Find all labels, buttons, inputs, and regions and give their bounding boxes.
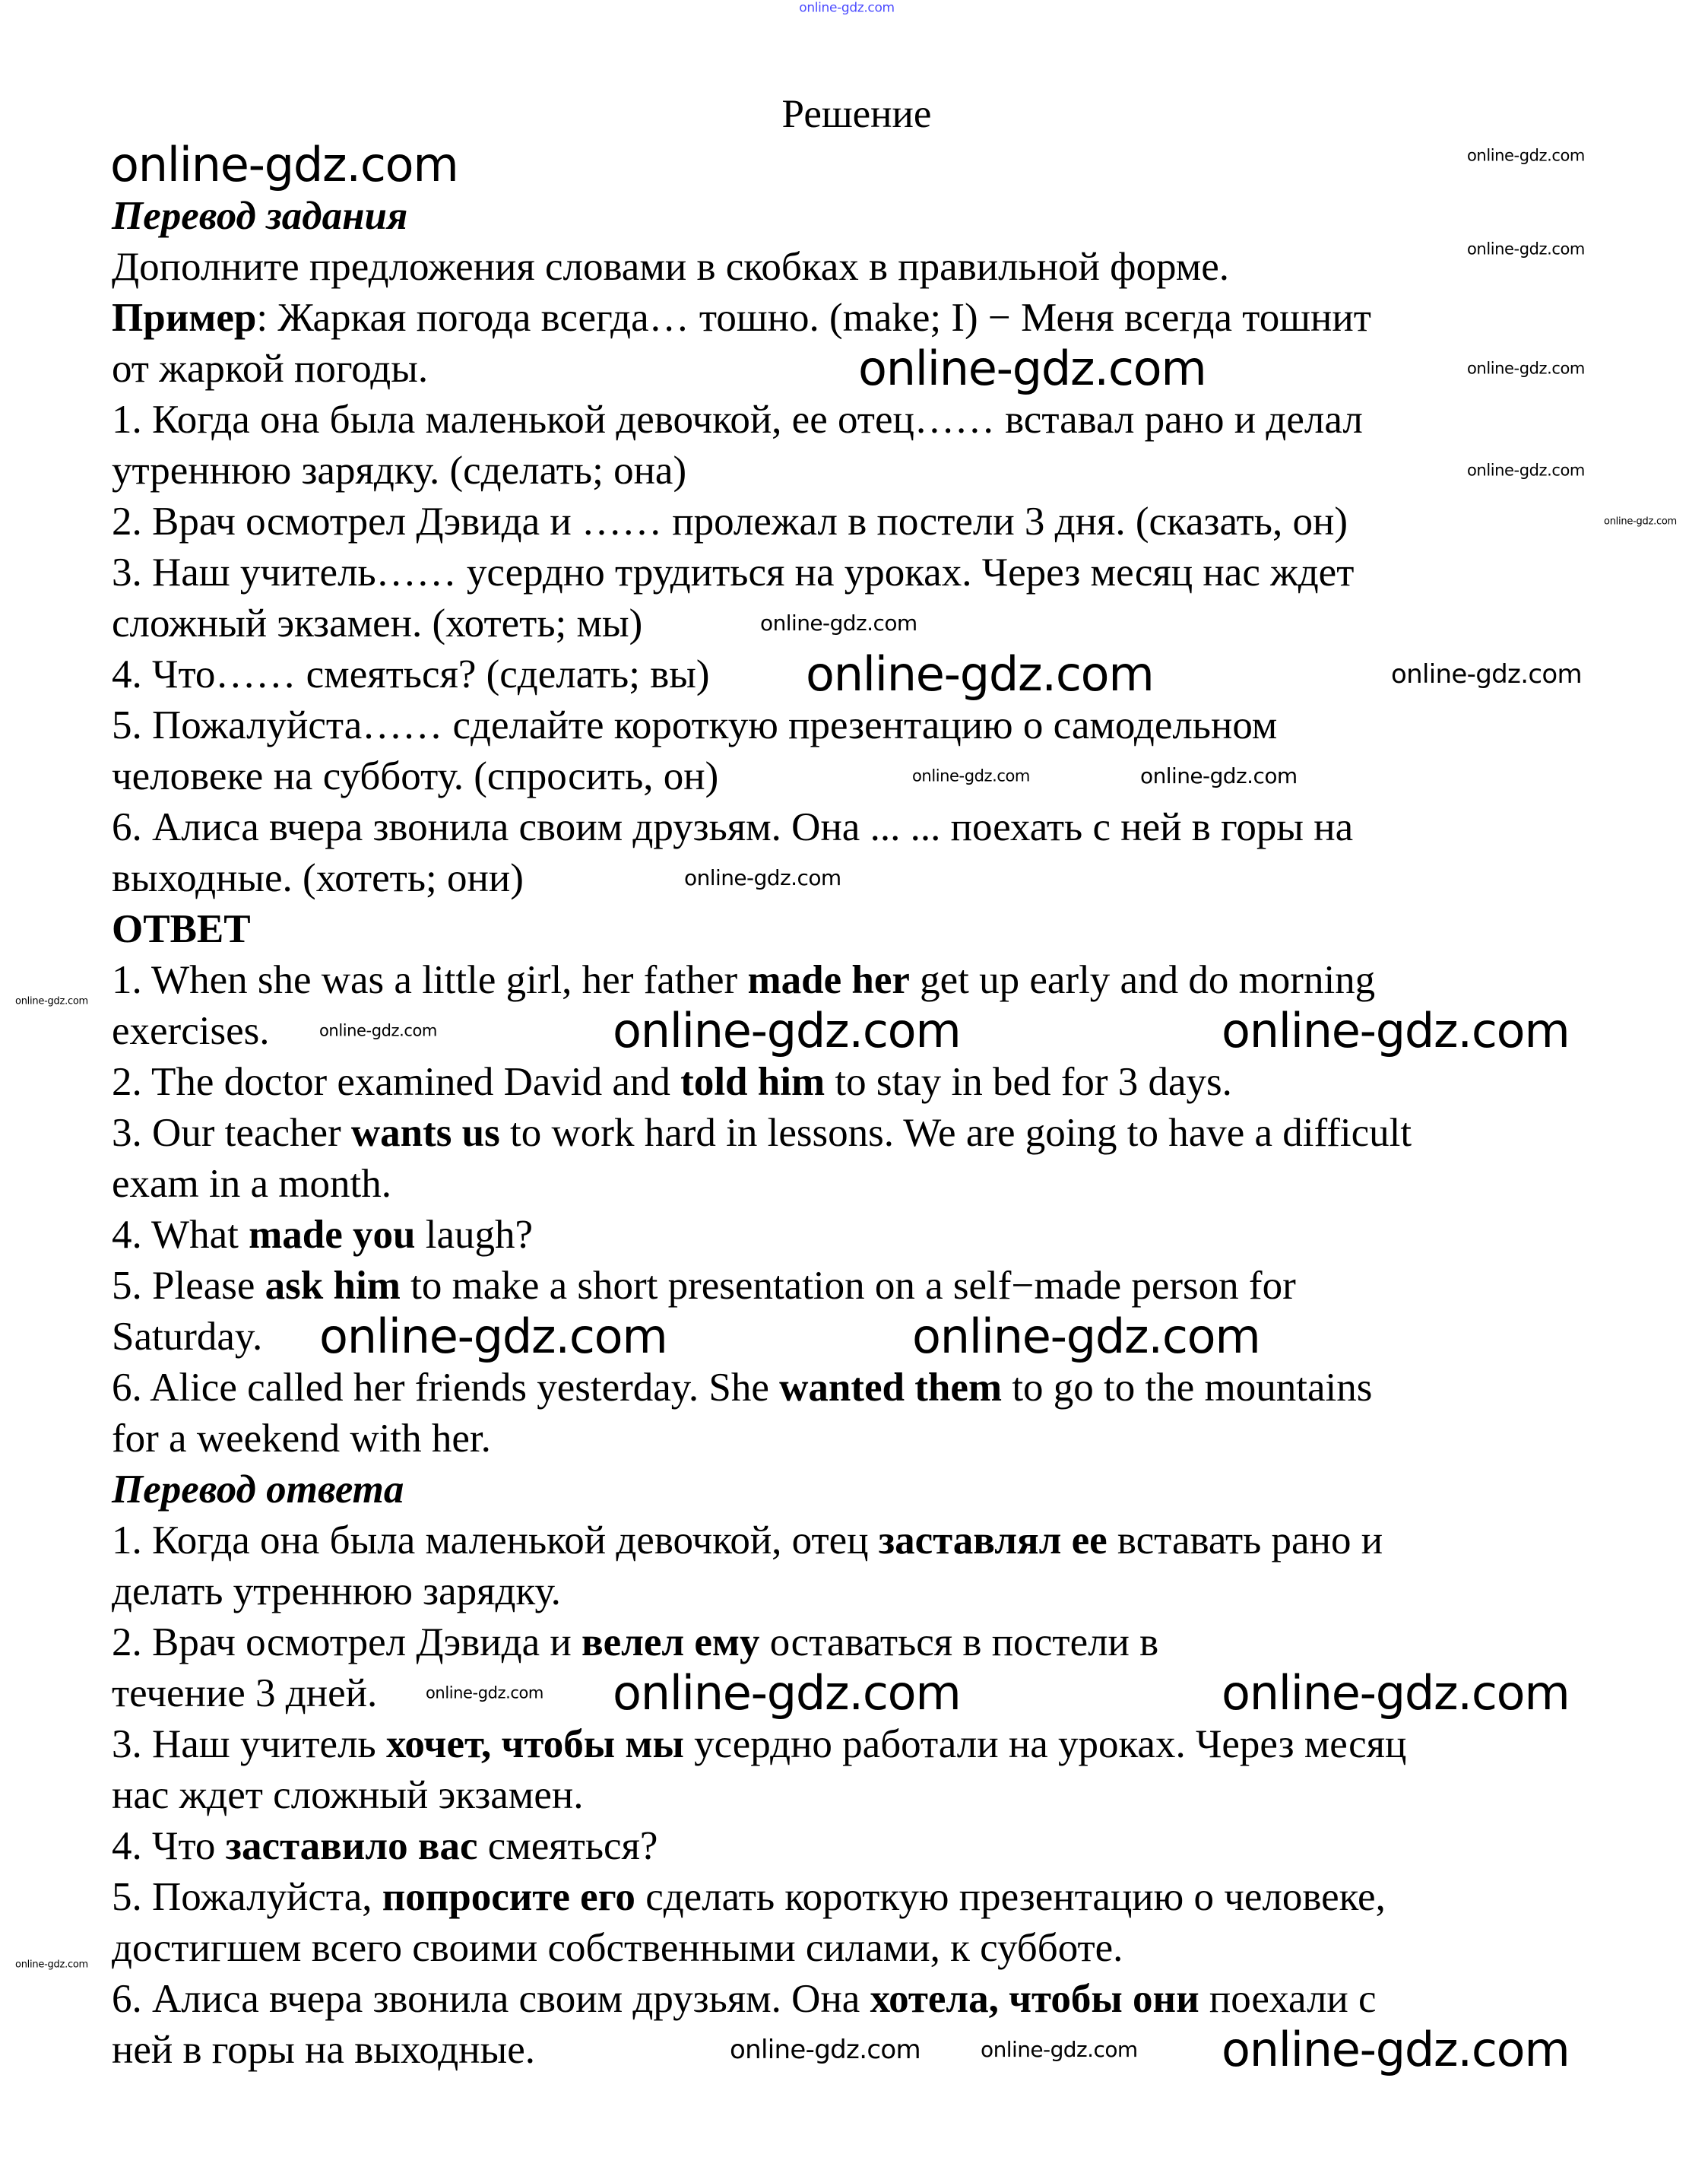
text: вставать рано и xyxy=(1107,1518,1383,1562)
bold-text: made you xyxy=(249,1213,416,1257)
text-line xyxy=(112,242,1602,293)
text-line xyxy=(112,1923,1602,1974)
bold-text: попросите его xyxy=(382,1875,635,1919)
watermark: online-gdz.com xyxy=(799,0,895,16)
text: 3. Наш учитель…… усердно трудиться на уроках. Через месяц нас ждет xyxy=(112,550,1355,595)
text: to go to the mountains xyxy=(1002,1366,1373,1410)
watermark: online-gdz.com xyxy=(1222,2022,1570,2077)
watermark: online-gdz.com xyxy=(1222,1665,1570,1721)
watermark: online-gdz.com xyxy=(1467,240,1585,259)
text: 3. Наш учитель xyxy=(112,1722,386,1766)
text: 6. Алиса вчера звонила своим друзьям. Она xyxy=(112,1977,870,2021)
text: течение 3 дней. xyxy=(112,1671,378,1715)
text: 2. Врач осмотрел Дэвида и xyxy=(112,1620,582,1664)
text-line xyxy=(112,1363,1602,1413)
watermark: online-gdz.com xyxy=(1604,516,1677,528)
document-body xyxy=(112,89,1602,2076)
bold-text: wanted them xyxy=(779,1366,1003,1410)
text-line xyxy=(112,446,1602,496)
text: get up early and do morning xyxy=(909,958,1376,1002)
text-line xyxy=(112,1617,1602,1668)
bold-text: Перевод ответа xyxy=(112,1467,404,1512)
watermark: online-gdz.com xyxy=(1222,1003,1570,1058)
bold-text: хочет, чтобы мы xyxy=(385,1722,684,1766)
watermark: online-gdz.com xyxy=(15,1959,88,1971)
text: сделать короткую презентацию о человеке, xyxy=(635,1875,1386,1919)
text: 3. Our teacher xyxy=(112,1111,351,1155)
text-line xyxy=(112,1057,1602,1108)
text: 4. Что xyxy=(112,1824,226,1868)
text-line xyxy=(112,853,1602,904)
text: человеке на субботу. (спросить, он) xyxy=(112,754,719,798)
text-line xyxy=(112,1261,1602,1312)
bold-text: заставило вас xyxy=(225,1824,478,1868)
watermark: online-gdz.com xyxy=(613,1665,961,1721)
text: 1. When she was a little girl, her father xyxy=(112,958,748,1002)
text-line xyxy=(112,1210,1602,1261)
text-line xyxy=(112,1566,1602,1617)
text: сложный экзамен. (хотеть; мы) xyxy=(112,601,643,646)
watermark: online-gdz.com xyxy=(1140,763,1298,788)
text: 5. Пожалуйста…… сделайте короткую презентацию о самодельном xyxy=(112,703,1278,747)
watermark: online-gdz.com xyxy=(613,1003,961,1058)
watermark: online-gdz.com xyxy=(1467,359,1585,378)
text: to stay in bed for 3 days. xyxy=(825,1060,1232,1104)
text-line xyxy=(112,700,1602,751)
text: 4. Что…… смеяться? (сделать; вы) xyxy=(112,652,710,696)
text: 5. Пожалуйста, xyxy=(112,1875,382,1919)
text: exam in a month. xyxy=(112,1162,391,1206)
text: 4. What xyxy=(112,1213,249,1257)
text-line xyxy=(112,547,1602,598)
watermark: online-gdz.com xyxy=(912,1309,1260,1364)
watermark: online-gdz.com xyxy=(730,2035,921,2065)
text: смеяться? xyxy=(477,1824,658,1868)
watermark: online-gdz.com xyxy=(1467,461,1585,480)
bold-text: wants us xyxy=(350,1111,500,1155)
text-line xyxy=(112,1515,1602,1566)
watermark: online-gdz.com xyxy=(806,646,1154,702)
text-line xyxy=(112,1821,1602,1872)
text: утреннюю зарядку. (сделать; она) xyxy=(112,449,687,493)
text: достигшем всего своими собственными силами, к субботе. xyxy=(112,1926,1123,1970)
text-line xyxy=(112,1108,1602,1159)
text: Дополните предложения словами в скобках в правильной форме. xyxy=(112,245,1230,289)
text: выходные. (хотеть; они) xyxy=(112,856,524,900)
text-line xyxy=(112,955,1602,1006)
watermark: online-gdz.com xyxy=(684,865,841,890)
text: Решение xyxy=(781,92,932,136)
watermark: online-gdz.com xyxy=(858,341,1206,396)
text-line xyxy=(112,191,1602,242)
text-line xyxy=(112,751,1602,802)
text: Saturday. xyxy=(112,1315,263,1359)
text: 5. Please xyxy=(112,1264,265,1308)
text: 6. Alice called her friends yesterday. She xyxy=(112,1366,780,1410)
page-title xyxy=(112,89,1602,140)
text: 2. The doctor examined David and xyxy=(112,1060,681,1104)
bold-text: Пример xyxy=(112,296,257,340)
text: оставаться в постели в xyxy=(759,1620,1159,1664)
text-line xyxy=(112,395,1602,446)
watermark: online-gdz.com xyxy=(426,1683,543,1702)
text-line xyxy=(112,1872,1602,1923)
text-line xyxy=(112,1159,1602,1210)
text-line xyxy=(112,293,1602,344)
bold-text: told him xyxy=(680,1060,825,1104)
text: поехали с xyxy=(1199,1977,1377,2021)
text: to work hard in lessons. We are going to have a difficult xyxy=(499,1111,1412,1155)
text-line xyxy=(112,904,1602,955)
text: to make a short presentation on a self−made person for xyxy=(400,1264,1296,1308)
text-line xyxy=(112,802,1602,853)
watermark: online-gdz.com xyxy=(319,1309,667,1364)
text: ней в горы на выходные. xyxy=(112,2028,535,2072)
text: for a weekend with her. xyxy=(112,1417,491,1461)
text: усердно работали на уроках. Через месяц xyxy=(683,1722,1407,1766)
watermark: online-gdz.com xyxy=(319,1021,437,1040)
text: от жаркой погоды. xyxy=(112,347,429,391)
text: делать утреннюю зарядку. xyxy=(112,1569,561,1613)
watermark: online-gdz.com xyxy=(110,137,458,192)
watermark: online-gdz.com xyxy=(1391,659,1582,690)
text-line xyxy=(112,341,1602,396)
text: 1. Когда она была маленькой девочкой, ее отец…… вставал рано и делал xyxy=(112,398,1363,442)
bold-text: ОТВЕТ xyxy=(112,907,251,951)
watermark: online-gdz.com xyxy=(760,611,917,636)
text-line xyxy=(112,496,1602,547)
text: нас ждет сложный экзамен. xyxy=(112,1773,584,1817)
bold-text: Перевод задания xyxy=(112,194,408,238)
text-line xyxy=(112,1974,1602,2025)
text-line xyxy=(112,1413,1602,1464)
watermark: online-gdz.com xyxy=(15,995,88,1007)
text-line xyxy=(112,1770,1602,1821)
bold-text: хотела, чтобы они xyxy=(870,1977,1199,2021)
text: 1. Когда она была маленькой девочкой, отец xyxy=(112,1518,879,1562)
text: 2. Врач осмотрел Дэвида и …… пролежал в постели 3 дня. (сказать, он) xyxy=(112,500,1348,544)
bold-text: заставлял ее xyxy=(878,1518,1108,1562)
watermark: online-gdz.com xyxy=(981,2037,1138,2062)
text: : Жаркая погода всегда… тошно. (make; I) − Меня всегда тошнит xyxy=(256,296,1371,340)
text: exercises. xyxy=(112,1009,270,1053)
watermark: online-gdz.com xyxy=(912,766,1030,785)
bold-text: ask him xyxy=(265,1264,401,1308)
bold-text: велел ему xyxy=(581,1620,760,1664)
text-line xyxy=(112,1719,1602,1770)
watermark: online-gdz.com xyxy=(1467,146,1585,165)
text-line xyxy=(112,1464,1602,1515)
text: 6. Алиса вчера звонила своим друзьям. Она ... ... поехать с ней в горы на xyxy=(112,805,1354,849)
text: laugh? xyxy=(415,1213,533,1257)
bold-text: made her xyxy=(747,958,910,1002)
